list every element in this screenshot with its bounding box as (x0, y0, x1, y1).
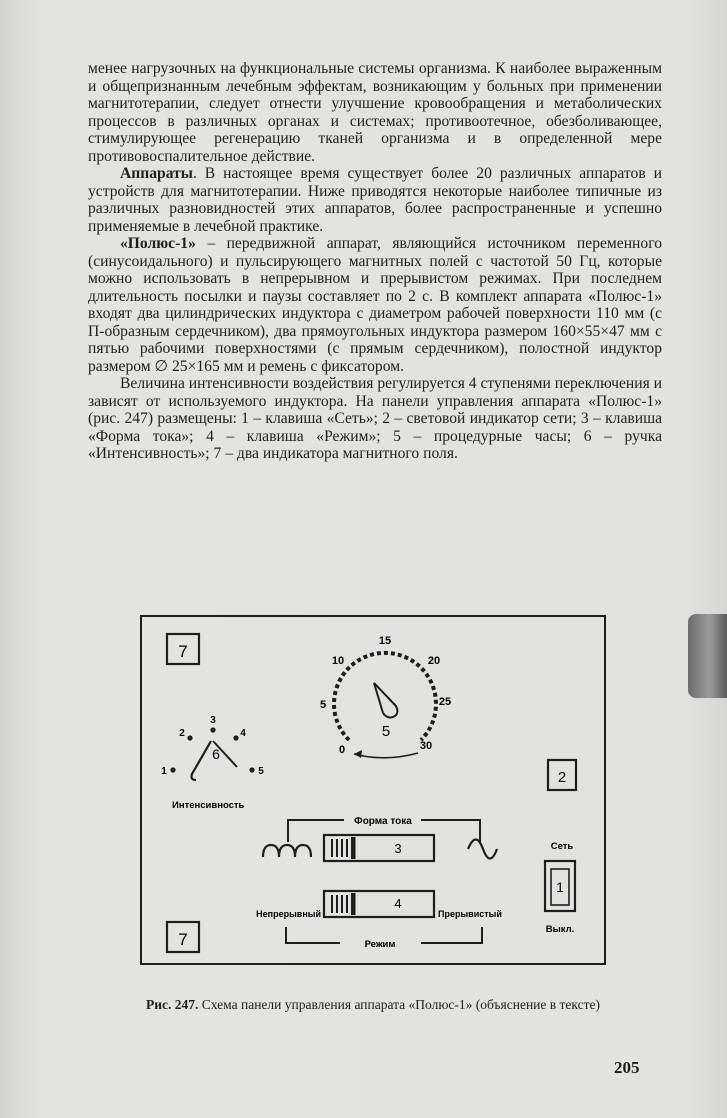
timer-tick-label: 5 (319, 699, 327, 711)
sine-wave-icon (468, 840, 497, 859)
control-panel-figure (140, 615, 606, 965)
net-key-number: 1 (556, 879, 564, 895)
timer-tick-label: 20 (427, 655, 441, 667)
mode-label: Режим (364, 939, 396, 950)
off-label: Выкл. (545, 924, 575, 935)
knob-position-label: 2 (179, 728, 185, 739)
paragraph: менее нагрузочных на функциональные системы организма. К наиболее выраженным и общепризнанным лечебным эффектам, возникающим у больных при применении магнитотерапии, следует отнести улучшение кровообращения и метаболических процессов в различных органах и системах; противоотечное, обезболивающее, стимулирующее регенерацию тканей организма и в определенной мере противовоспалительное действие. (88, 60, 662, 165)
figure-caption: Рис. 247. Схема панели управления аппарата «Полюс-1» (объяснение в тексте) (145, 997, 601, 1012)
control-panel-diagram (142, 617, 604, 963)
knob-position-label: 5 (258, 766, 264, 777)
timer-tick-label: 30 (419, 740, 433, 752)
knob-number: 6 (212, 746, 220, 762)
net-indicator-number: 2 (557, 769, 567, 786)
paragraph: Величина интенсивности воздействия регулируется 4 ступенями переключения и зависят от используемого индуктора. На панели управления аппарата «Полюс-1» (рис. 247) размещены: 1 – клавиша «Сеть»; 2 – световой индикатор сети; 3 – клавиша «Форма тока»; 4 – клавиша «Режим»; 5 – процедурные часы; 6 – ручка «Интенсивность»; 7 – два индикатора магнитного поля. (88, 375, 662, 462)
current-form-key-number: 3 (394, 841, 402, 856)
paragraph-lead: «Полюс-1» (120, 235, 196, 252)
intensity-label: Интенсивность (172, 800, 245, 811)
timer-pointer (374, 683, 397, 718)
timer-tick-label: 0 (338, 744, 346, 756)
knob-position-label: 3 (210, 715, 216, 726)
paragraph-lead: Аппараты (120, 165, 193, 182)
procedure-timer (320, 635, 451, 758)
mode-key[interactable] (324, 891, 434, 917)
knob-position-label: 4 (240, 728, 246, 739)
paragraph: Аппараты. В настоящее время существует более 20 различных аппаратов и устройств для магнитотерапии. Ниже приводятся некоторые наиболее типичные из различных разновидностей этих аппаратов, более распространенные и успешно применяемые в лечебной практике. (88, 165, 662, 235)
timer-tick-label: 10 (331, 655, 345, 667)
intermittent-label: Прерывистый (438, 909, 502, 919)
page-number: 205 (614, 1058, 640, 1077)
current-form-label: Форма тока (354, 816, 412, 827)
paragraph: «Полюс-1» – передвижной аппарат, являющийся источником переменного (синусоидального) и пульсирующего магнитных полей с частотой 50 Гц, которые можно использовать в непрерывном и прерывистом режимах. При последнем длительность посылки и паузы составляет по 2 с. В комплект аппарата «Полюс-1» входят два цилиндрических индуктора с диаметром рабочей поверхности 110 мм (с П-образным сердечником), два прямоугольных индуктора размером 160×55×47 мм с пятью рабочими поверхностями (с прямым сердечником), полостной индуктор размером ∅ 25×165 мм и ремень с фиксатором. (88, 235, 662, 375)
net-label: Сеть (550, 841, 574, 852)
timer-tick-label: 25 (438, 696, 452, 708)
magnetic-indicator-top-number: 7 (178, 642, 188, 661)
continuous-label: Непрерывный (256, 909, 321, 919)
pulsed-wave-icon (263, 845, 311, 857)
knob-position-label: 1 (161, 766, 167, 777)
page-edge-tab (688, 614, 727, 698)
magnetic-indicator-bottom-number: 7 (178, 930, 188, 949)
caption-lead: Рис. 247. (145, 997, 199, 1012)
mode-key-number: 4 (394, 896, 402, 911)
body-text (88, 60, 662, 463)
timer-number: 5 (381, 723, 391, 740)
timer-tick-label: 15 (378, 635, 392, 647)
intensity-knob (161, 715, 264, 780)
current-form-key[interactable] (324, 835, 434, 861)
